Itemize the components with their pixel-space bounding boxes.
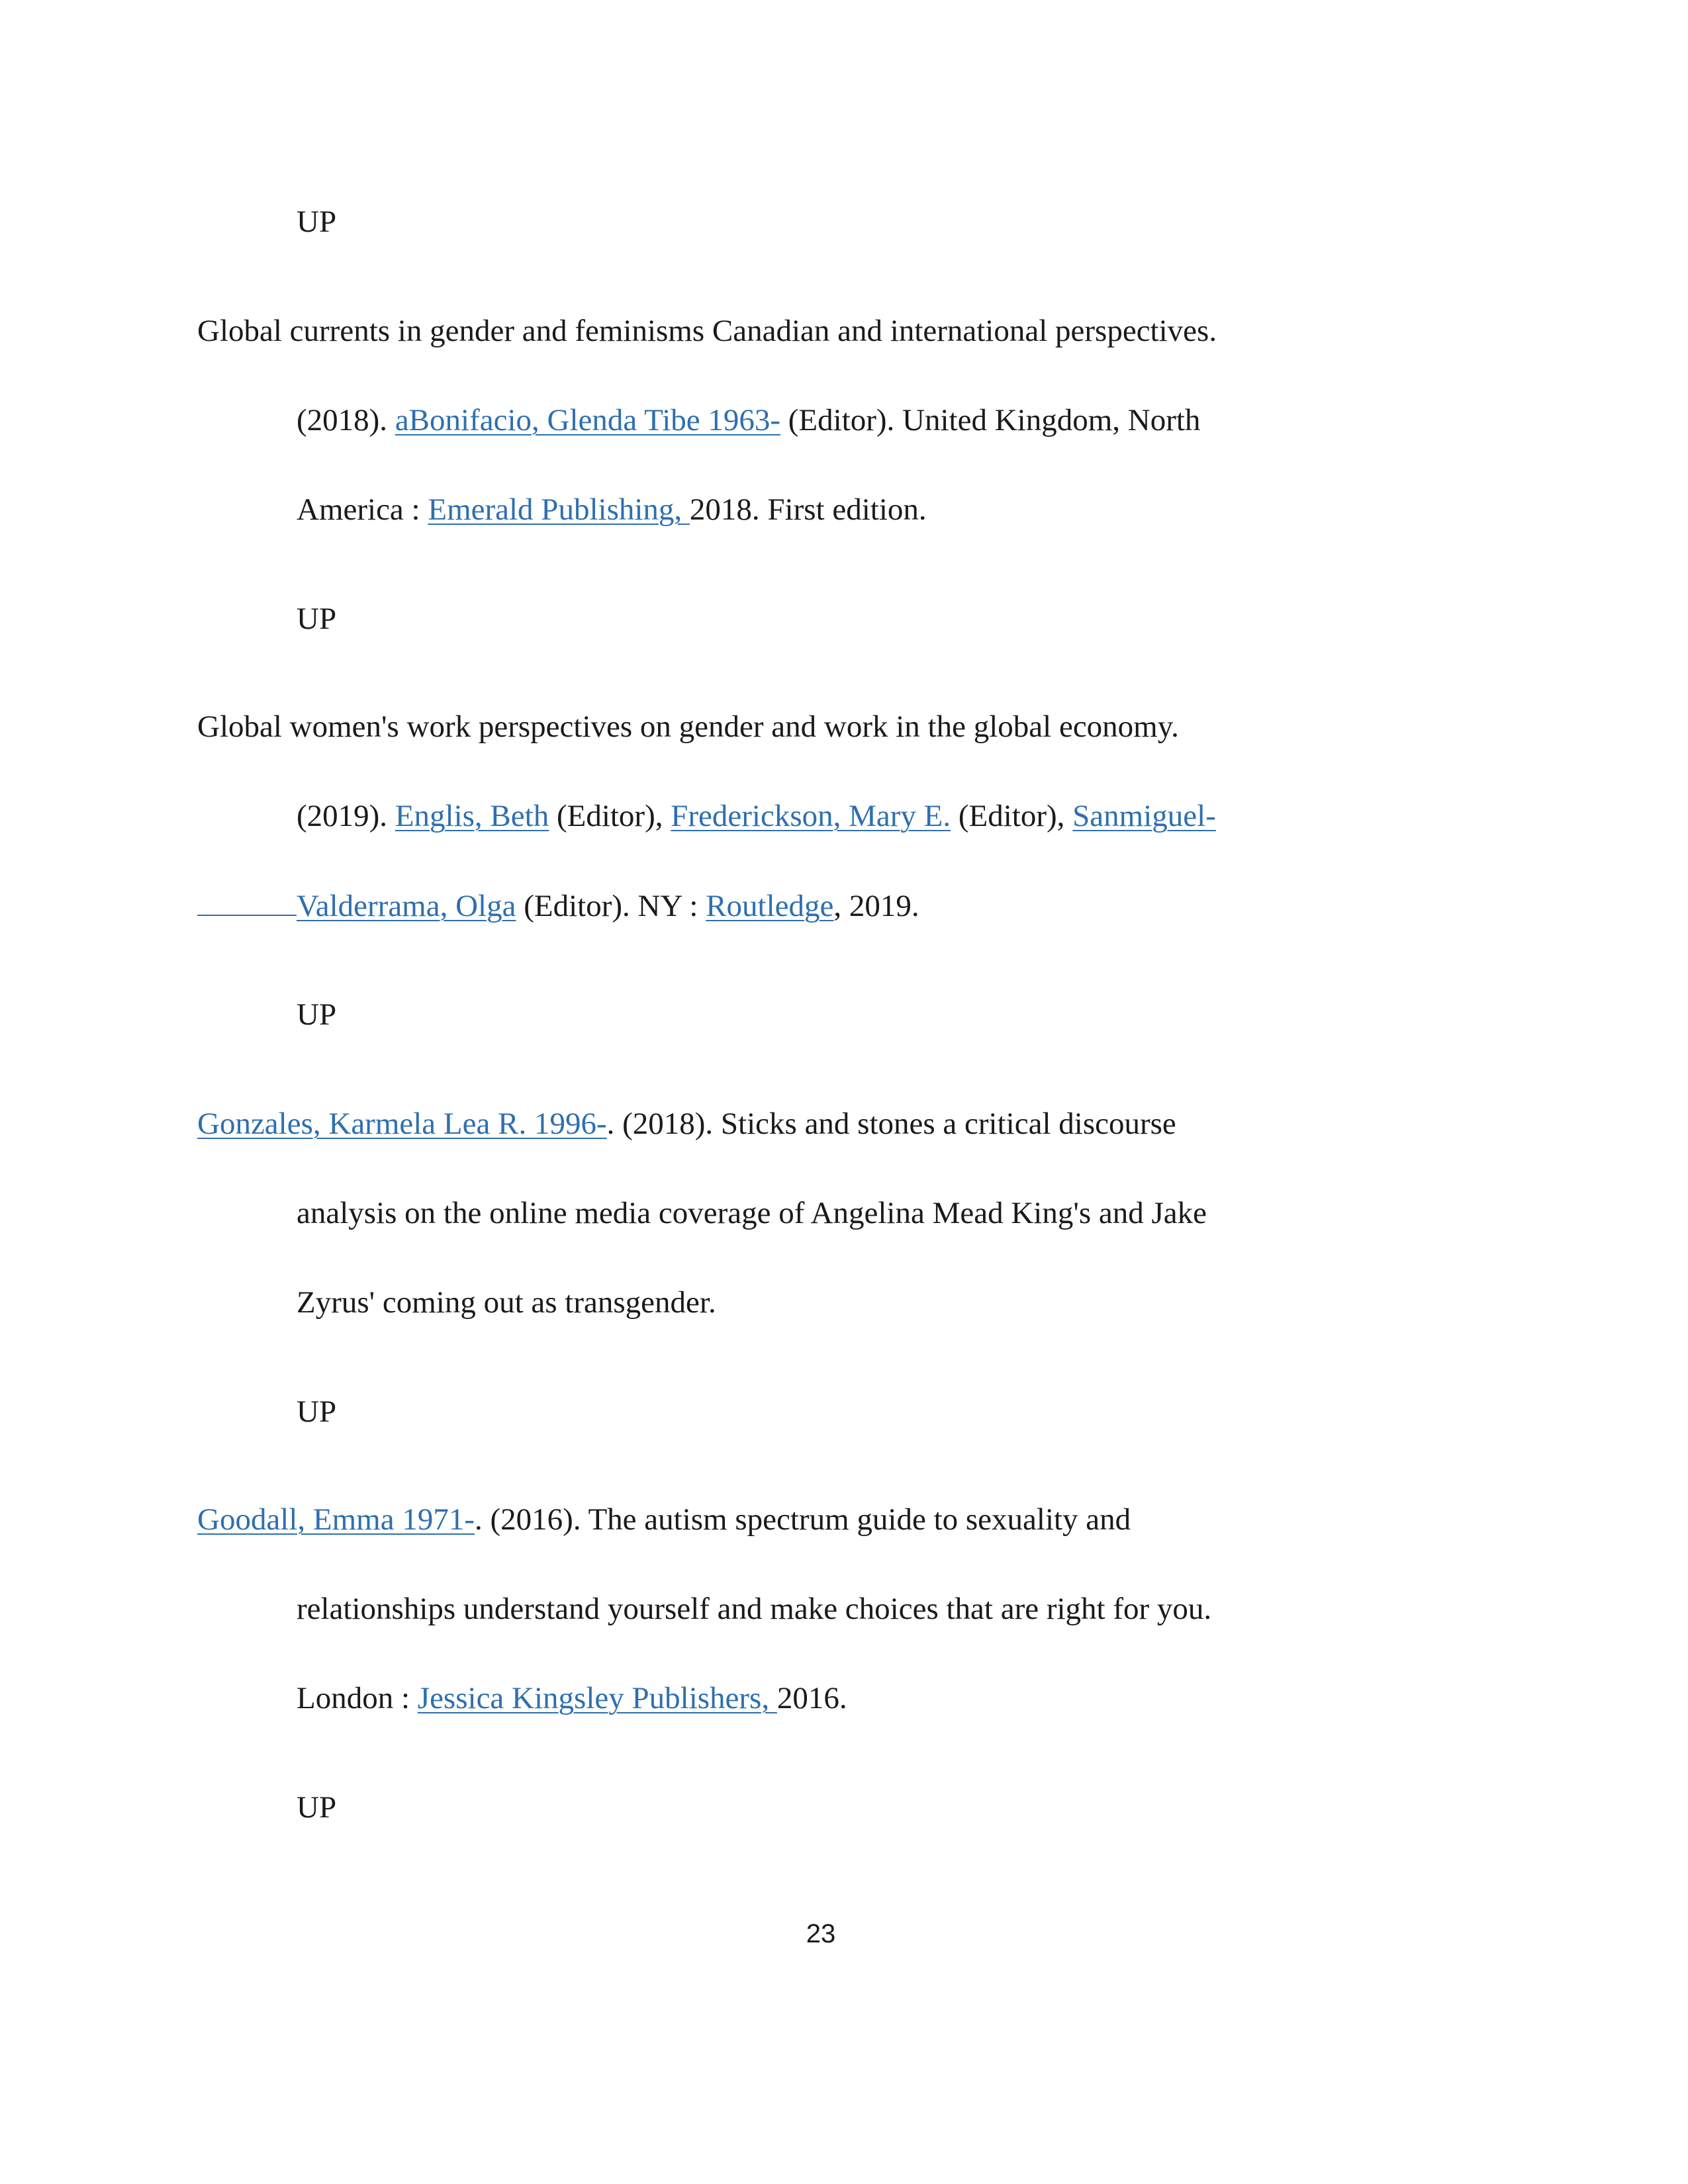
entry-text: (Editor), — [951, 799, 1073, 833]
library-code-up: UP — [297, 205, 337, 239]
entry-text: . (2018). Sticks and stones a critical discourse — [606, 1107, 1176, 1141]
entry-title: Global currents in gender and feminisms Canadian and international perspectives. — [197, 314, 1217, 348]
link-underline-continuation — [197, 886, 297, 916]
publisher-link[interactable]: Jessica Kingsley Publishers, — [417, 1681, 777, 1715]
publisher-link[interactable]: Emerald Publishing, — [428, 492, 690, 527]
entry-text: (2018). — [297, 403, 395, 437]
entry-text: 2018. First edition. — [689, 492, 927, 527]
entry-text: . (2016). The autism spectrum guide to sexuality and — [475, 1502, 1131, 1537]
library-code-up: UP — [297, 1394, 337, 1429]
entry-publisher-line — [297, 490, 927, 529]
author-link[interactable]: Gonzales, Karmela Lea R. 1996- — [197, 1107, 607, 1141]
entry-text: 2016. — [776, 1681, 847, 1715]
editor-link[interactable]: Frederickson, Mary E. — [671, 799, 951, 833]
entry-publisher-line — [197, 886, 919, 926]
editor-link[interactable]: Englis, Beth — [395, 799, 549, 833]
library-code-up: UP — [297, 602, 337, 636]
editor-link[interactable]: Valderrama, Olga — [297, 889, 516, 923]
entry-text: (Editor). United Kingdom, North — [780, 403, 1201, 437]
page-number: 23 — [806, 1919, 836, 1948]
entry-title-continued: Zyrus' coming out as transgender. — [297, 1285, 716, 1320]
entry-title-line — [197, 1104, 1176, 1144]
editor-link[interactable]: Sanmiguel- — [1072, 799, 1216, 833]
entry-text: (2019). — [297, 799, 395, 833]
entry-title-continued: relationships understand yourself and make choices that are right for you. — [297, 1592, 1212, 1626]
library-code-up: UP — [297, 997, 337, 1032]
author-link[interactable]: aBonifacio, Glenda Tibe 1963- — [395, 403, 781, 437]
author-link[interactable]: Goodall, Emma 1971- — [197, 1502, 475, 1537]
entry-text: (Editor). NY : — [516, 889, 706, 923]
entry-title-continued: analysis on the online media coverage of Angelina Mead King's and Jake — [297, 1196, 1207, 1230]
entry-text: , 2019. — [833, 889, 919, 923]
entry-title-line — [197, 1500, 1131, 1539]
entry-publisher-line — [297, 1678, 847, 1718]
entry-title: Global women's work perspectives on gender and work in the global economy. — [197, 709, 1179, 744]
library-code-up: UP — [297, 1790, 337, 1825]
entry-text: America : — [297, 492, 428, 527]
entry-text: London : — [297, 1681, 418, 1715]
publisher-link[interactable]: Routledge — [706, 889, 834, 923]
entry-details — [297, 400, 1200, 440]
entry-text: (Editor), — [549, 799, 671, 833]
entry-details — [297, 796, 1216, 836]
